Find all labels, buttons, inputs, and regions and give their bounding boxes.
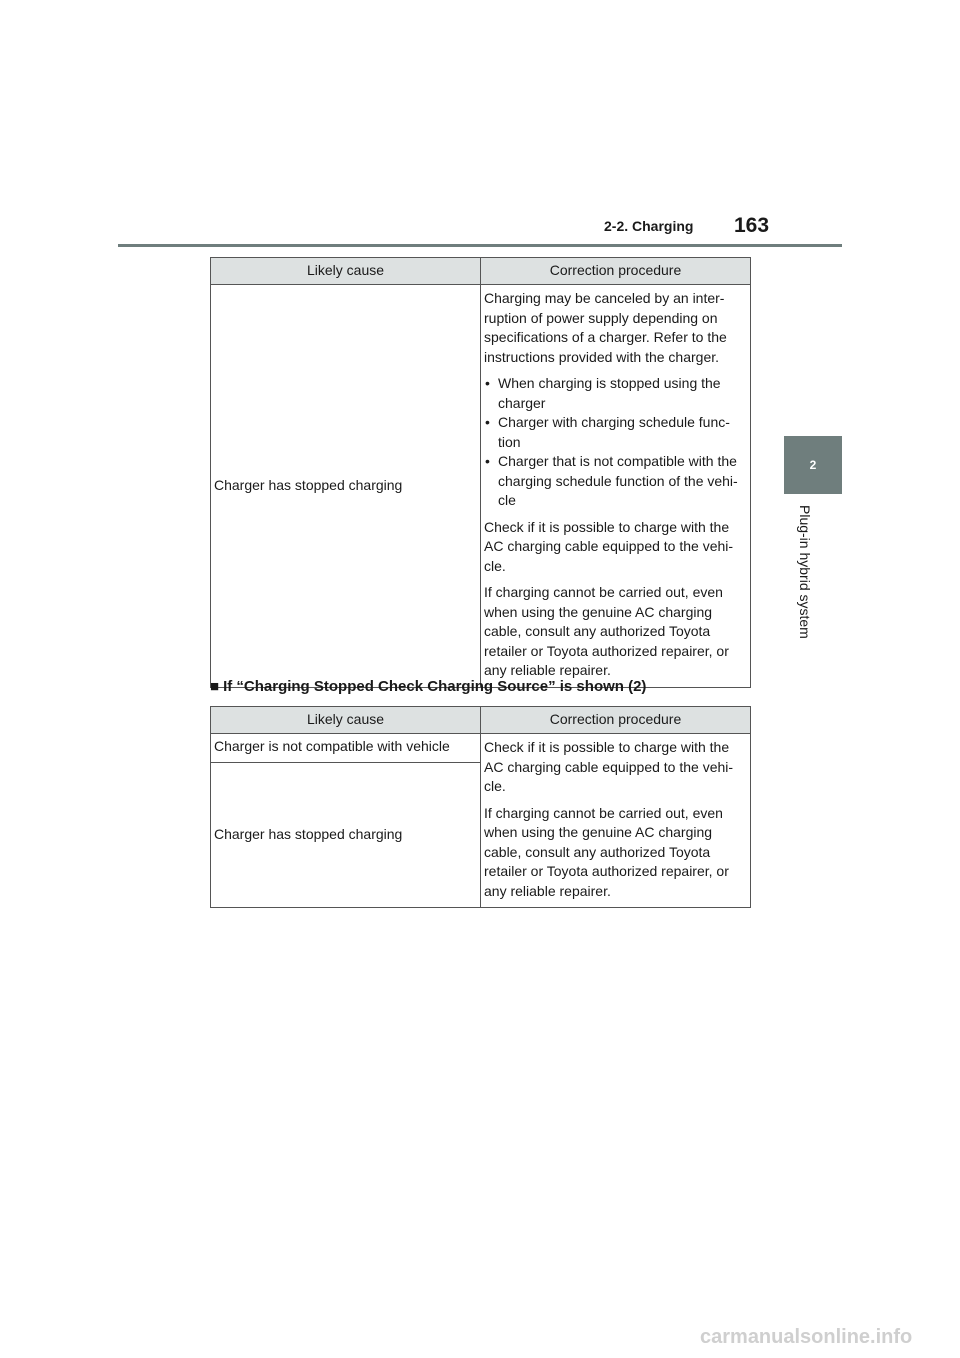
list-item	[484, 374, 747, 413]
section-title: 2-2. Charging	[604, 218, 694, 234]
header-correction-procedure: Correction procedure	[481, 707, 751, 734]
square-bullet-icon: ■	[210, 678, 220, 695]
section-heading-text: If “Charging Stopped Check Charging Source” is shown (2)	[223, 678, 647, 695]
procedure-consult: If charging cannot be carried out, even when using the genuine AC charging cable, consult any authorized Toyota retailer or Toyota authorized repairer, or any reliable repairer.	[484, 804, 729, 899]
header-rule	[118, 244, 842, 247]
procedure-check: Check if it is possible to charge with the AC charging cable equipped to the vehi-cle.	[484, 518, 734, 574]
procedure-intro: Charging may be canceled by an inter-ruption of power supply depending on specifications of a charger. Refer to the instructions provided with the charger.	[484, 290, 727, 365]
table-row	[211, 285, 751, 688]
table-header-row	[211, 707, 751, 734]
bullet-icon: •	[485, 375, 490, 391]
list-item	[484, 452, 747, 511]
table-row	[211, 734, 751, 763]
list-item-text: Charger that is not compatible with the charging schedule function of the vehi-cle	[498, 453, 738, 508]
list-item-text: Charger with charging schedule func-tion	[498, 414, 730, 450]
chapter-label: Plug-in hybrid system	[797, 505, 813, 639]
chapter-tab: 2	[784, 436, 842, 494]
list-item	[484, 413, 747, 452]
correction-procedure-cell	[481, 285, 751, 688]
troubleshooting-table-2	[210, 706, 751, 908]
correction-procedure-cell	[481, 734, 751, 908]
procedure-check: Check if it is possible to charge with the AC charging cable equipped to the vehi-cle.	[484, 739, 734, 794]
likely-cause-cell: Charger has stopped charging	[211, 285, 481, 688]
header-likely-cause: Likely cause	[211, 707, 481, 734]
bullet-icon: •	[485, 414, 490, 430]
header-correction-procedure: Correction procedure	[481, 258, 751, 285]
likely-cause-cell: Charger is not compatible with vehicle	[211, 734, 481, 763]
header-likely-cause: Likely cause	[211, 258, 481, 285]
list-item-text: When charging is stopped using the charger	[498, 375, 721, 411]
page-number: 163	[734, 214, 770, 237]
bullet-icon: •	[485, 453, 490, 469]
procedure-bullet-list	[484, 374, 747, 511]
table-header-row	[211, 258, 751, 285]
likely-cause-cell: Charger has stopped charging	[211, 763, 481, 908]
procedure-consult: If charging cannot be carried out, even when using the genuine AC charging cable, consult any authorized Toyota retailer or Toyota authorized repairer, or any reliable repairer.	[484, 584, 729, 678]
watermark: carmanualsonline.info	[700, 1326, 913, 1348]
section-heading	[210, 678, 646, 695]
troubleshooting-table-1	[210, 257, 751, 688]
